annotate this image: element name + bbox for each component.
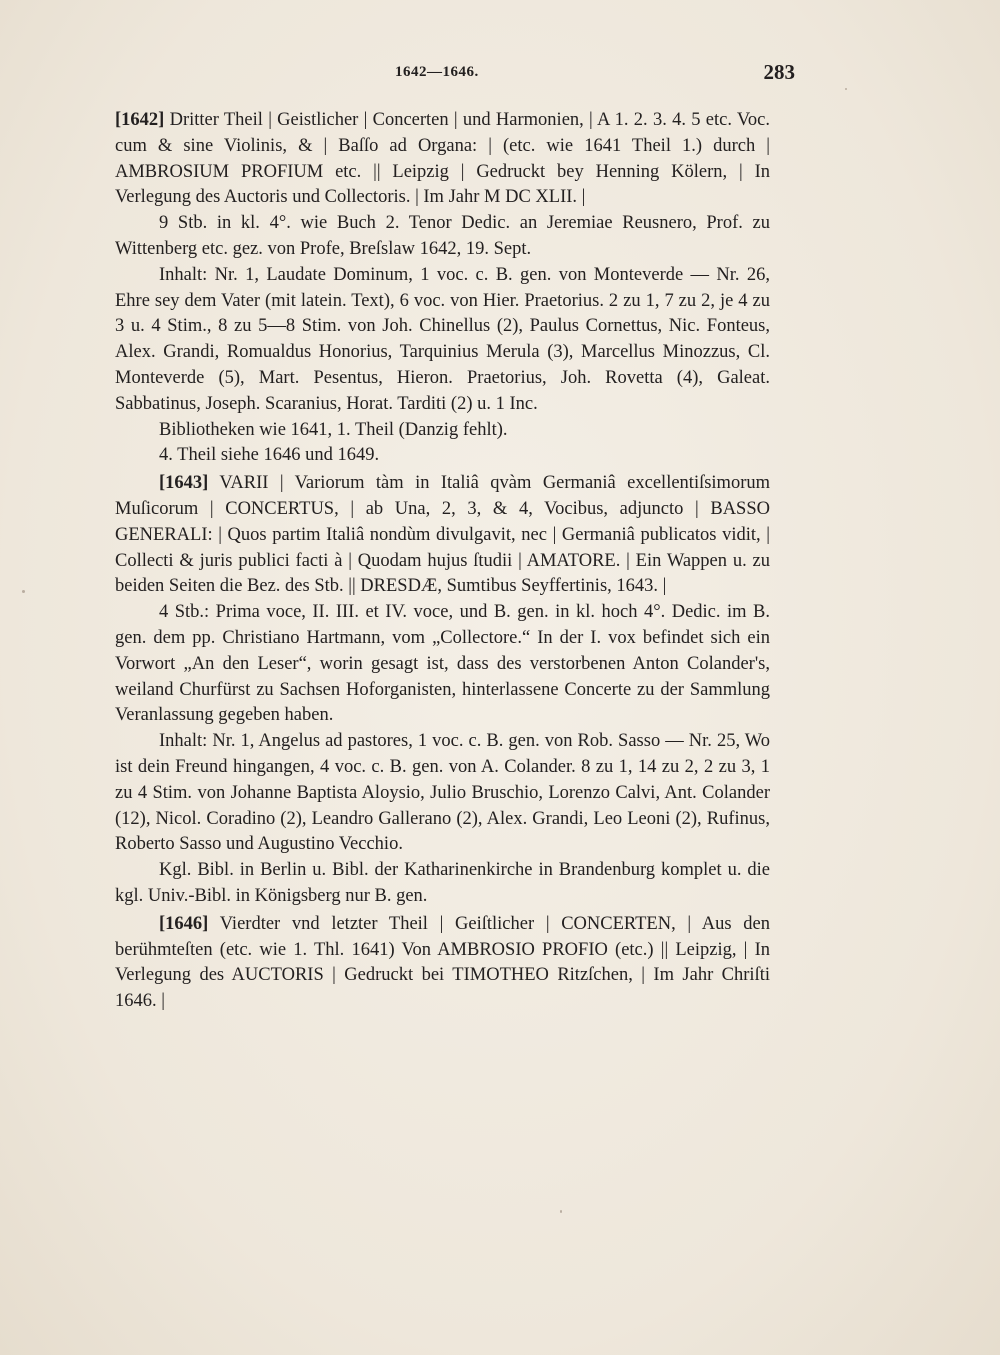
entry-paragraph: Inhalt: Nr. 1, Laudate Dominum, 1 voc. c. B. gen. von Monteverde — Nr. 26, Ehre sey dem Vater (mit latein. Text), 6 voc. von Hier. Praetorius. 2 zu 1, 7 zu 2, je 4 zu 3 u. 4 Stim., 8 zu 5—8 Stim. von Joh. Chinellus (2), Paulus Cornettus, Nic. Fonteus, Alex. Grandi, Romualdus Honorius, Tarquinius Merula (3), Marcellus Minozzus, Cl. Monteverde (5), Mart. Pesentus, Hieron. Praetorius, Joh. Rovetta (4), Galeat. Sabbatinus, Joseph. Scaranius, Horat. Tarditi (2) u. 1 Inc. [115, 264, 770, 414]
entry-year: [1643] [159, 473, 209, 494]
entry-text: Vierdter vnd letzter Theil | Geiſtlicher | CONCERTEN, | Aus den berühmteſten (etc. wie 1. Thl. 1641) Von AMBROSIO PROFIO (etc.) || Leipzig, | In Verlegung des AUCTORIS | Gedruckt bei TIMOTHEO Ritzſchen, | Im Jahr Chriſti 1646. | [115, 913, 770, 1012]
running-header [115, 60, 795, 92]
entry-paragraph: 4 Stb.: Prima voce, II. III. et IV. voce, und B. gen. in kl. hoch 4°. Dedic. im B. gen. dem pp. Christiano Hartmann, vom „Collectore.“ In der I. vox befindet sich ein Vorwort „An den Leser“, worin gesagt ist, dass des verstorbenen Anton Colander's, weiland Churfürst zu Sachsen Hoforganisten, hinterlassene Concerte zu der Sammlung Veranlassung gegeben haben. [115, 602, 770, 726]
page-body [115, 108, 770, 1017]
entry-paragraph: Inhalt: Nr. 1, Angelus ad pastores, 1 voc. c. B. gen. von Rob. Sasso — Nr. 25, Wo ist dein Freund hingangen, 4 voc. c. B. gen. von A. Colander. 8 zu 1, 14 zu 2, 2 zu 3, 1 zu 4 Stim. von Johanne Baptista Aloysio, Julio Bruschio, Lorenzo Calvi, Ant. Colander (12), Nicol. Coradino (2), Leandro Gallerano (2), Alex. Grandi, Leo Leoni (2), Rufinus, Roberto Sasso und Augustino Vecchio. [115, 731, 770, 855]
entry-paragraph: Kgl. Bibl. in Berlin u. Bibl. der Katharinenkirche in Brandenburg komplet u. die kgl. Univ.-Bibl. in Königsberg nur B. gen. [115, 860, 770, 906]
entry-text: VARII | Variorum tàm in Italiâ qvàm Germaniâ excellentiſsimorum Muſicorum | CONCERTUS, | ab Una, 2, 3, & 4, Vocibus, adjuncto | BASSO GENERALI: | Quos partim Italiâ nondùm divulgavit, nec | Germaniâ publicatos vidit, | Collecti & juris publici facti à | Quodam hujus ſtudii | AMATORE. | Ein Wappen u. zu beiden Seiten die Bez. des Stb. || DRESDÆ, Sumtibus Seyffertinis, 1643. | [115, 473, 770, 597]
entry-text: Dritter Theil | Geistlicher | Concerten | und Harmonien, | A 1. 2. 3. 4. 5 etc. Voc. cum & sine Violinis, & | Baſſo ad Organa: | (etc. wie 1641 Theil 1.) durch | AMBROSIUM PROFIUM etc. || Leipzig | Gedruckt bey Henning Kölern, | In Verlegung des Auctoris und Collectoris. | Im Jahr M DC XLII. | [115, 110, 770, 208]
paper-speck [845, 88, 847, 90]
entry-paragraph: Bibliotheken wie 1641, 1. Theil (Danzig fehlt). [159, 419, 508, 440]
paper-speck [22, 590, 25, 593]
entry-paragraph: 4. Theil siehe 1646 und 1649. [159, 445, 380, 466]
entry-1642 [115, 108, 770, 469]
entry-1643 [115, 471, 770, 910]
entry-year: [1646] [159, 913, 209, 934]
entry-title [115, 471, 770, 600]
page-number: 283 [763, 60, 795, 84]
entry-paragraph: 9 Stb. in kl. 4°. wie Buch 2. Tenor Dedic. an Jeremiae Reusnero, Prof. zu Wittenberg etc. gez. von Profe, Breſslaw 1642, 19. Sept. [115, 213, 770, 259]
entry-title [115, 912, 770, 1015]
entry-title [115, 108, 770, 211]
entry-year: [1642] [115, 110, 165, 130]
entry-1646 [115, 912, 770, 1015]
paper-speck [560, 1210, 562, 1213]
header-year-range: 1642—1646. [395, 64, 479, 80]
